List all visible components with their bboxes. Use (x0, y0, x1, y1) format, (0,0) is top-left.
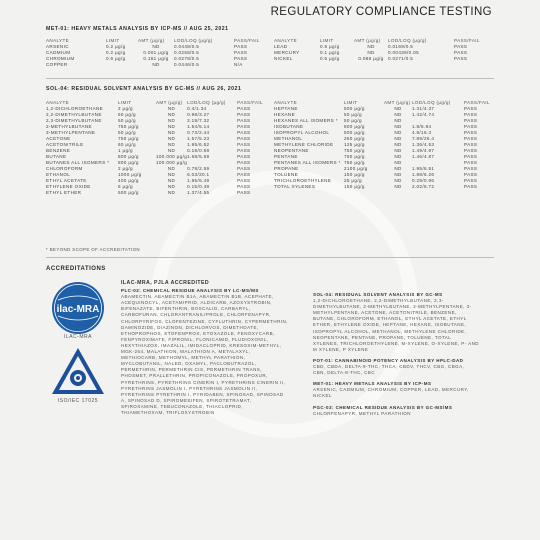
table-cell: 0.78/2.59 (187, 166, 210, 171)
table-cell: 0.5 μg/g (320, 44, 340, 49)
table-cell: 0.2 μg/g (106, 44, 126, 49)
table-cell: 50 μg/g (118, 118, 136, 123)
table-cell: 0.4/1.34 (187, 106, 207, 111)
table-cell: ND (394, 118, 402, 123)
pot01-analyte-list (313, 364, 503, 376)
col-header: LIMIT (118, 100, 132, 105)
text-line: 1,2-DICHLOROETHANE, 2,2-DIMETHYLBUTANE, 2,3- (313, 298, 444, 304)
table-cell: ND (394, 124, 402, 129)
table-cell: 60 μg/g (118, 142, 136, 147)
text-line: NEOPENTANE, PENTANE, PROPANE, TOLUENE, TOTAL (313, 334, 452, 340)
text-line: CBN, DELTA-8-THC, CBC (313, 370, 376, 376)
table-row (274, 184, 496, 190)
table-cell: ND (167, 124, 176, 129)
text-line: ACEQUINOCYL, ACETAMIPRID, ALDICARB, AZOXYSTROBIN, (121, 300, 272, 306)
table-cell: ACETONITRILE (46, 142, 84, 147)
table-cell: 0.98/3.27 (187, 112, 210, 117)
table-row (46, 62, 266, 68)
table-cell: PASS (464, 106, 478, 111)
table-cell: 1.95/6.49 (187, 178, 210, 183)
table-cell: 1.31/4.37 (412, 106, 435, 111)
sol04-table-right (274, 100, 496, 190)
table-cell: BUTANES ALL ISOMERS * (46, 160, 110, 165)
table-cell: 800 μg/g (118, 154, 139, 159)
table-cell: NEOPENTANE (274, 148, 309, 153)
accreditation-right-column (313, 292, 503, 417)
table-cell: PASS (464, 166, 478, 171)
col-header: AMT (μg/g) (384, 100, 411, 105)
col-header: LIMIT (344, 100, 358, 105)
table-cell: PASS (464, 112, 478, 117)
table-cell: 1.37/4.55 (187, 190, 210, 195)
table-cell: 250 μg/g (344, 136, 365, 141)
accreditation-org: ILAC-MRA, PJLA ACCREDITED (121, 280, 210, 286)
table-cell: ETHYLENE OXIDE (46, 184, 91, 189)
col-header: LOD/LOQ (μg/g) (388, 38, 427, 43)
table-cell: PASS (464, 130, 478, 135)
table-cell: CHROMIUM (46, 56, 75, 61)
ilac-mra-label: ILAC-MRA (64, 334, 92, 340)
table-cell: ND (167, 178, 176, 183)
table-cell: PASS (464, 154, 478, 159)
iso-17025-label: ISO/IEC 17025 (57, 398, 99, 404)
table-cell: ND (167, 148, 176, 153)
table-cell: ND (167, 142, 176, 147)
table-cell: ND (394, 166, 402, 171)
table-cell: 0.73/2.44 (187, 130, 210, 135)
divider (46, 257, 494, 258)
table-cell: 500 μg/g (344, 106, 365, 111)
text-line: THIAMETHOXAM, TRIFLOXYSTROBIN (121, 409, 215, 415)
col-header: LOD/LOQ (μg/g) (187, 100, 226, 105)
table-cell: PASS (237, 130, 251, 135)
table-cell: PASS (464, 160, 478, 165)
text-line: A, SPINOSAD D, SPIROMESIFEN, SPIROTETRAMAT, (121, 397, 252, 403)
sol04-left-body (46, 106, 268, 196)
table-cell: BENZENE (46, 148, 71, 153)
table-cell: PASS (464, 136, 478, 141)
table-cell: ND (167, 184, 176, 189)
table-cell: 150 μg/g (344, 172, 365, 177)
table-cell: 50 μg/g (344, 118, 362, 123)
table-cell: PASS (237, 112, 251, 117)
met01-section-title: MET-01: HEAVY METALS ANALYSIS BY ICP-MS // AUG 25, 2021 (46, 26, 229, 32)
table-cell: CHLOROFORM (46, 166, 83, 171)
table-cell: PASS (237, 184, 251, 189)
table-cell: PASS (464, 124, 478, 129)
table-cell: PASS (464, 142, 478, 147)
table-cell: 1.42/4.74 (412, 112, 435, 117)
table-cell: ND (394, 154, 402, 159)
plc02-title: PLC-02: CHEMICAL RESIDUE ANALYSIS BY LC-MS/MS (121, 288, 259, 294)
text-line: CBD, CBDA, DELTA-9-THC, THCA, CBDV, THCV, CBG, CBGA, (313, 364, 465, 370)
table-cell: 25 μg/g (344, 178, 362, 183)
table-cell: ND (394, 106, 402, 111)
table-cell: PROPANE (274, 166, 299, 171)
text-line: PHOSMET, PRALLETHRIN, PROPICONAZOLE, PROPOXUR, (121, 373, 268, 379)
met01-left-body (46, 44, 266, 68)
table-cell: 750 μg/g (344, 148, 365, 153)
table-cell: 2100 μg/g (344, 166, 368, 171)
table-cell: ETHANOL (46, 172, 71, 177)
table-cell: 0.066 μg/g (358, 56, 384, 61)
table-cell: METHYLENE CHLORIDE (274, 142, 334, 147)
table-cell: 0.2 μg/g (106, 50, 126, 55)
table-cell: PASS (464, 184, 478, 189)
table-cell: MERCURY (274, 50, 300, 55)
table-cell: 1.8/5.94 (412, 124, 432, 129)
text-line: ETHER, ETHYLENE OXIDE, HEPTANE, HEXANE, ISOBUTANE, (313, 322, 467, 328)
text-line: ARSENIC, CADMIUM, CHROMIUM, COPPER, LEAD, MERCURY, (313, 387, 469, 393)
table-cell: 1,2-DICHLOROETHANE (46, 106, 104, 111)
table-cell: PASS (464, 172, 478, 177)
table-row (274, 56, 494, 62)
table-cell: ND (167, 190, 176, 195)
met01-analyte-list (313, 387, 503, 399)
col-header: PASS/FAIL (454, 38, 480, 43)
col-header: PASS/FAIL (237, 100, 263, 105)
table-cell: ND (167, 136, 176, 141)
table-cell: 1.57/5.23 (187, 136, 210, 141)
table-cell: ND (167, 172, 176, 177)
table-cell: 800 μg/g (118, 160, 139, 165)
table-cell: 2,3-DIMETHYLBUTANE (46, 118, 102, 123)
table-cell: ARSENIC (46, 44, 69, 49)
table-cell: 0.5 μg/g (320, 56, 340, 61)
table-cell: ND (167, 166, 176, 171)
table-cell: PASS (237, 142, 251, 147)
table-cell: METHANOL (274, 136, 303, 141)
table-cell: PASS (237, 136, 251, 141)
met01-right-body (274, 44, 494, 62)
table-cell: 150 μg/g (344, 184, 365, 189)
text-line: M XYLENE, P XYLENE (313, 346, 369, 352)
accreditation-left-column (121, 280, 306, 416)
table-cell: 500 μg/g (118, 190, 139, 195)
col-header: LOD/LOQ (μg/g) (412, 100, 451, 105)
table-cell: HEPTANE (274, 106, 298, 111)
table-cell: 1 μg/g (118, 148, 133, 153)
table-cell: ND (167, 106, 176, 111)
text-line: METHIOCARB, METHOMYL, METHYL PARATHION, (121, 355, 246, 361)
col-header: LIMIT (106, 38, 120, 43)
text-line: MYCLOBUTANIL, NALED, OXAMYL, PACLOBUTRAZOL, (121, 361, 257, 367)
table-cell: N/A (234, 62, 243, 67)
table-cell: ND (394, 184, 402, 189)
divider (46, 78, 494, 79)
sol04-right-body (274, 106, 496, 190)
table-cell: 4.9/16.3 (412, 130, 432, 135)
accreditation-footnote: * BEYOND SCOPE OF ACCREDITATION (46, 247, 140, 252)
sol04-section-title: SOL-04: RESIDUAL SOLVENT ANALYSIS BY GC-MS // AUG 26, 2021 (46, 86, 242, 92)
table-cell: 0.29/0.96 (412, 178, 435, 183)
table-cell: 0.161 μg/g (143, 56, 169, 61)
text-line: DAMINOZIDE, DIAZINON, DICHLORVOS, DIMETHOATE, (121, 324, 259, 330)
table-cell: ND (367, 44, 375, 49)
table-cell: ND (394, 142, 402, 147)
table-cell: 2,2-DIMETHYLBUTANE (46, 112, 102, 117)
table-cell: ND (167, 130, 176, 135)
table-cell: 5 μg/g (118, 184, 133, 189)
table-cell: ETHYL ETHER (46, 190, 82, 195)
table-cell: PASS (237, 166, 251, 171)
svg-text:ilac-MRA: ilac-MRA (56, 304, 100, 315)
col-header: AMT (μg/g) (156, 100, 183, 105)
col-header: LOD/LOQ (μg/g) (174, 38, 213, 43)
text-line: PYRETHRINS, PYRETHRINS CINERIN I, PYRETHRINS CINERIN II, (121, 379, 286, 385)
text-line: PERMETHRIN, PERMETHRIN CIS, PERMETHRIN TRANS, (121, 367, 262, 373)
table-cell: ND (394, 160, 402, 165)
table-cell: 2 μg/g (118, 166, 133, 171)
text-line: BUTANE, CHLOROFORM, ETHANOL, ETHYL ACETATE, ETHYL (313, 316, 467, 322)
table-cell: HEXANE (274, 112, 295, 117)
table-cell: PASS (454, 44, 468, 49)
col-header: ANALYTE (46, 100, 70, 105)
accreditations-title: ACCREDITATIONS (46, 266, 106, 272)
table-cell: BUTANE (46, 154, 67, 159)
table-cell: ND (152, 62, 160, 67)
pot01-title: POT-01: CANNABINOID POTENCY ANALYSIS BY HPLC-DAD (313, 357, 464, 363)
page-title: REGULATORY COMPLIANCE TESTING (270, 6, 492, 18)
col-header: PASS/FAIL (234, 38, 260, 43)
col-header: AMT (μg/g) (138, 38, 165, 43)
table-cell: 50 μg/g (118, 112, 136, 117)
table-cell: 50 μg/g (344, 112, 362, 117)
table-row (46, 190, 268, 196)
sol04-table-left (46, 100, 268, 196)
sol04-acc-title: SOL-04: RESIDUAL SOLVENT ANALYSIS BY GC-MS (313, 292, 443, 297)
met01-table-left (46, 38, 266, 68)
col-header: ANALYTE (46, 38, 70, 43)
iso-17025-logo-icon (50, 346, 106, 398)
table-cell: PASS (234, 44, 248, 49)
table-cell: PASS (237, 178, 251, 183)
text-line: XYLENES, TRICHLOROETHYLENE, M-XYLENE, O-XYLENE, P- AND (313, 340, 480, 346)
table-cell: 100.000 μg/g (156, 160, 188, 165)
text-line: CARBOFURAN, CHLORANTRANILIPROLE, CHLORFENAPYR, (121, 312, 271, 318)
table-cell: 0.001 μg/g (143, 50, 169, 55)
table-cell: 50 μg/g (118, 130, 136, 135)
table-cell: ND (394, 112, 402, 117)
table-cell: 750 μg/g (118, 124, 139, 129)
table-cell: PASS (237, 160, 251, 165)
table-cell: 7.89/26.4 (412, 136, 435, 141)
table-cell: 0.00439/0.05 (388, 50, 420, 55)
table-cell (106, 62, 138, 68)
met01-acc-title: MET-01: HEAVY METALS ANALYSIS BY ICP-MS (313, 381, 432, 387)
table-cell: ND (394, 148, 402, 153)
table-cell: PASS (237, 118, 251, 123)
table-cell: COPPER (46, 62, 68, 67)
table-cell: 6.03/20.1 (187, 172, 210, 177)
table-cell: 125 μg/g (344, 142, 365, 147)
table-cell: ACETONE (46, 136, 71, 141)
table-cell: PASS (237, 106, 251, 111)
table-cell: 1.88/6.26 (412, 172, 435, 177)
text-line: FENPYROXIMATE, FIPRONIL, FLONICAMID, FLUDIOXONIL, (121, 336, 269, 342)
sol04-analyte-list (313, 298, 503, 353)
table-cell: ISOPROPYL ALCOHOL (274, 130, 330, 135)
table-cell: 100.000 μg/g (156, 154, 188, 159)
met01-table-right (274, 38, 494, 62)
col-header: LIMIT (320, 38, 334, 43)
table-cell: PASS (237, 172, 251, 177)
table-cell: 1.46/4.87 (412, 154, 435, 159)
text-line: HEXYTHIAZOX, IMAZALIL, IMIDACLOPRID, KRESOXIM-METHYL, (121, 342, 282, 348)
table-cell: 1.54/5.14 (187, 124, 210, 129)
col-header: ANALYTE (274, 38, 298, 43)
table-cell: HEXANES ALL ISOMERS * (274, 118, 338, 123)
col-header: AMT (μg/g) (354, 38, 381, 43)
table-cell: PASS (464, 148, 478, 153)
table-cell: 750 μg/g (344, 160, 365, 165)
table-cell: 1000 μg/g (118, 172, 142, 177)
table-cell: 0.18/0.59 (187, 148, 210, 153)
table-cell: 1.49/4.97 (412, 148, 435, 153)
table-cell: NICKEL (274, 56, 293, 61)
table-cell: TOTAL XYLENES (274, 184, 316, 189)
table-cell: 1.68/5.59 (187, 154, 210, 159)
table-cell: 1.95/6.52 (187, 142, 210, 147)
table-cell: ND (167, 118, 176, 123)
text-line: PYRETHRINS JASMOLIN I, PYRETHRINS JASMOLIN II, (121, 385, 258, 391)
text-line: ABAMECTIN, ABAMECTIN B1A, ABAMECTIN B1B, ACEPHATE, (121, 294, 274, 300)
table-cell: 0.0258/0.5 (174, 50, 200, 55)
table-cell: 400 μg/g (118, 178, 139, 183)
table-cell: PASS (234, 50, 248, 55)
text-line: NICKEL (313, 393, 332, 399)
table-cell: 0.0271/0.5 (388, 56, 414, 61)
text-line: ISOPROPYL ALCOHOL, METHANOL, METHYLENE CHLORIDE, (313, 328, 467, 334)
table-cell: 0.15/0.49 (187, 184, 210, 189)
table-cell: PASS (237, 190, 251, 195)
text-line: MGK-264, MALATHION, MALATHION A, METALAXYL, (121, 349, 251, 355)
table-cell: ND (394, 172, 402, 177)
table-cell: 2 μg/g (118, 106, 133, 111)
text-line: DIMETHYLBUTANE, 2-METHYLBUTANE, 2-METHYLPENTANE, 3- (313, 304, 472, 310)
table-cell: ND (367, 50, 375, 55)
table-cell: 0.0448/0.5 (174, 44, 200, 49)
table-cell: TRICHLOROETHYLENE (274, 178, 332, 183)
table-cell: PASS (237, 148, 251, 153)
table-cell: 800 μg/g (344, 124, 365, 129)
table-cell: PASS (464, 118, 478, 123)
table-cell: ND (394, 178, 402, 183)
table-cell: PASS (454, 50, 468, 55)
table-cell: 500 μg/g (344, 130, 365, 135)
table-cell: 2.19/7.32 (187, 118, 210, 123)
pgc03-title: PGC-03: CHEMICAL RESIDUE ANALYSIS BY GC-MS/MS (313, 404, 453, 410)
table-cell: 750 μg/g (344, 154, 365, 159)
table-cell: CADMIUM (46, 50, 71, 55)
table-cell: PASS (234, 56, 248, 61)
table-cell: 0.0169/0.5 (388, 44, 414, 49)
table-cell: PASS (454, 56, 468, 61)
table-cell: 0.1 μg/g (320, 50, 340, 55)
text-line: CHLORFENAPYR, METHYL PARATHION (313, 410, 411, 416)
table-cell: LEAD (274, 44, 288, 49)
table-cell: 0.0278/0.5 (174, 56, 200, 61)
text-line: METHYLPENTANE, ACETONE, ACETONITRILE, BENZENE, (313, 310, 457, 316)
table-cell: TOLUENE (274, 172, 299, 177)
text-line: ETHOPROPHOS, ETOFENPROX, ETOXAZOLE, FENOXYCARB, (121, 330, 275, 336)
table-cell: 0.0446/0.5 (174, 62, 200, 67)
table-cell: 2-METHYLBUTANE (46, 124, 92, 129)
table-cell: 1.36/4.53 (412, 142, 435, 147)
text-line: BIFENAZATE, BIFENTHRIN, BOSCALID, CARBARYL, (121, 306, 251, 312)
table-cell: PENTANES ALL ISOMERS * (274, 160, 341, 165)
col-header: ANALYTE (274, 100, 298, 105)
table-cell: PENTANE (274, 154, 298, 159)
text-line: SPIROXAMINE, TEBUCONAZOLE, THIACLOPRID, (121, 403, 243, 409)
table-cell: 0.6 μg/g (106, 56, 126, 61)
table-cell: 2.02/6.72 (412, 184, 435, 189)
table-cell: ND (152, 44, 160, 49)
table-cell: ETHYL ACETATE (46, 178, 87, 183)
table-cell: ND (394, 136, 402, 141)
table-cell: ND (167, 112, 176, 117)
text-line: CHLORPYRIFOS, CLOFENTEZINE, CYFLUTHRIN, CYPERMETHRIN, (121, 318, 288, 324)
pgc03-analyte-list (313, 411, 503, 417)
table-cell: PASS (237, 124, 251, 129)
plc02-analyte-list (121, 294, 306, 416)
table-cell: 750 μg/g (118, 136, 139, 141)
text-line: PYRETHRINS PYRETHRIN I, PYRIDABEN, SPINOSAD, SPINOSAD (121, 391, 284, 397)
table-cell: ND (394, 130, 402, 135)
table-cell: ISOBUTANE (274, 124, 304, 129)
table-cell: 3-METHYLPENTANE (46, 130, 96, 135)
ilac-mra-logo-icon (50, 280, 106, 336)
table-cell: PASS (464, 178, 478, 183)
table-cell: 1.95/6.51 (412, 166, 435, 171)
col-header: PASS/FAIL (464, 100, 490, 105)
table-cell: PASS (237, 154, 251, 159)
